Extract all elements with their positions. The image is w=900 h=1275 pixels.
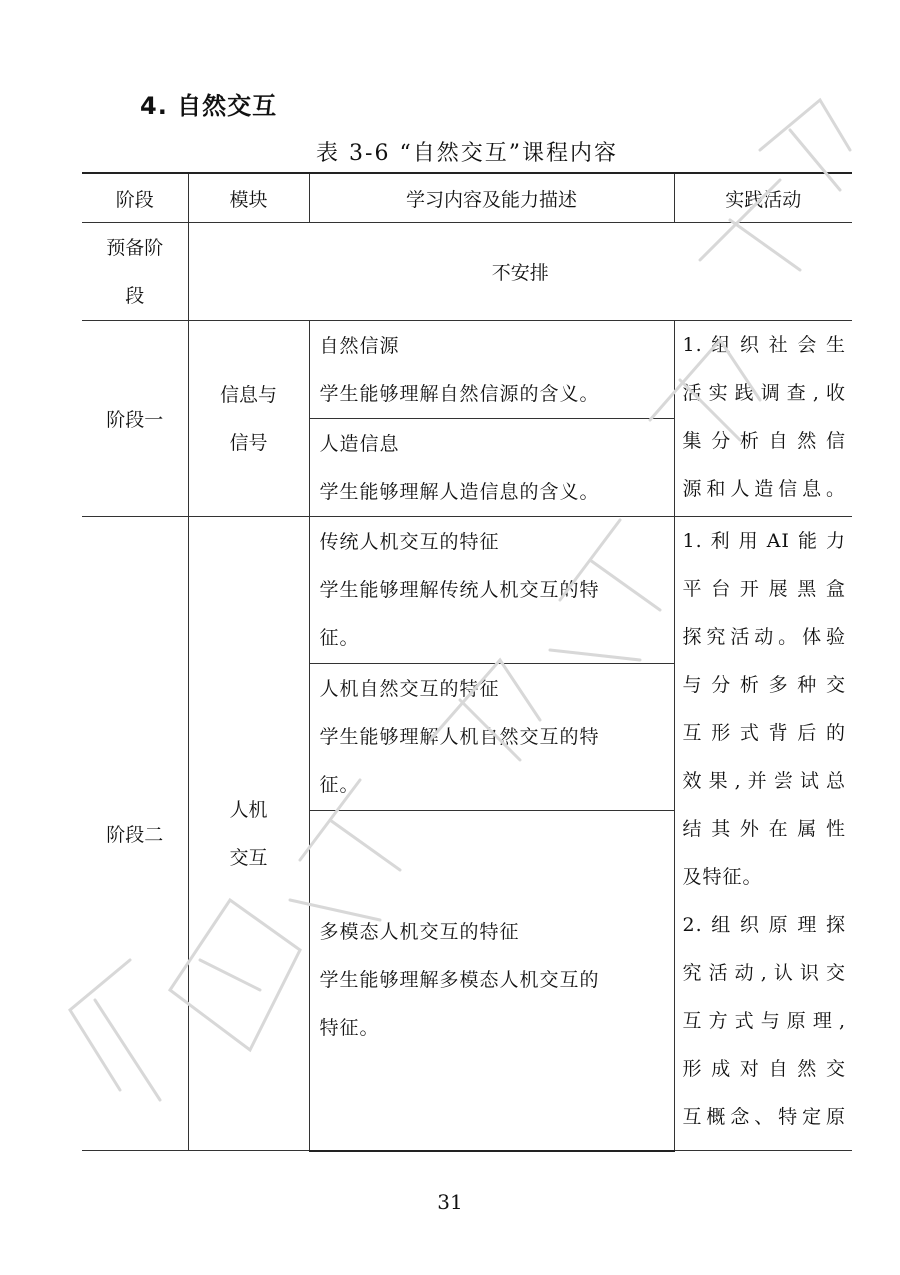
content-desc: 学生能够理解人造信息的含义。 xyxy=(319,480,600,503)
practice-line: 及特征。 xyxy=(682,866,763,888)
practice-line: 探究活动。体验 xyxy=(682,626,846,648)
content-desc: 学生能够理解传统人机交互的特 xyxy=(319,579,600,601)
content-desc: 学生能够理解自然信源的含义。 xyxy=(319,382,600,405)
stage2-row-a xyxy=(82,517,852,664)
practice-line: 究活动,认识交 xyxy=(682,962,846,984)
prep-row xyxy=(82,223,852,321)
practice-line: 互概念、特定原 xyxy=(682,1106,846,1128)
header-stage: 阶段 xyxy=(82,173,188,223)
content-title: 传统人机交互的特征 xyxy=(319,531,500,553)
stage2-stage: 阶段二 xyxy=(82,517,188,1151)
content-title: 人造信息 xyxy=(319,432,400,455)
stage1-practice xyxy=(674,321,852,517)
prep-stage-cell xyxy=(82,223,188,321)
content-title: 多模态人机交互的特征 xyxy=(319,921,520,944)
module-line: 人机 xyxy=(229,798,268,821)
practice-line: 源和人造信息。 xyxy=(682,478,846,500)
module-line: 信息与 xyxy=(219,383,277,406)
practice-line: 互形式背后的 xyxy=(682,722,846,744)
content-item xyxy=(309,664,674,811)
stage2-module xyxy=(188,517,309,1151)
header-practice: 实践活动 xyxy=(674,173,852,223)
header-module: 模块 xyxy=(188,173,309,223)
stage1-module xyxy=(188,321,309,517)
header-row xyxy=(82,173,852,223)
practice-line: 活实践调查,收 xyxy=(682,382,846,404)
practice-line: 2.组织原理探 xyxy=(682,914,846,936)
content-title: 自然信源 xyxy=(319,334,400,357)
practice-line: 互方式与原理, xyxy=(682,1010,846,1032)
practice-line: 1.组织社会生 xyxy=(682,334,846,356)
content-desc: 特征。 xyxy=(319,1017,380,1040)
page-number: 31 xyxy=(437,1190,463,1214)
content-item xyxy=(309,419,674,517)
practice-line: 效果,并尝试总 xyxy=(682,770,846,792)
table-caption: 表 3-6 “自然交互”课程内容 xyxy=(316,141,618,166)
content-desc: 学生能够理解多模态人机交互的 xyxy=(319,969,600,992)
stage1-row-a xyxy=(82,321,852,419)
content-item xyxy=(309,517,674,664)
practice-line: 形成对自然交 xyxy=(682,1058,846,1080)
prep-note: 不安排 xyxy=(188,223,852,321)
content-desc: 征。 xyxy=(319,627,360,649)
content-item xyxy=(309,321,674,419)
content-item xyxy=(309,811,674,1151)
prep-stage-line: 预备阶 xyxy=(106,236,164,259)
module-line: 交互 xyxy=(229,846,268,869)
practice-line: 1.利用AI能力 xyxy=(682,530,846,552)
content-desc: 学生能够理解人机自然交互的特 xyxy=(319,726,600,748)
practice-line: 平台开展黑盒 xyxy=(682,578,846,600)
stage1-stage: 阶段一 xyxy=(82,321,188,517)
course-table xyxy=(82,172,852,1152)
practice-line: 集分析自然信 xyxy=(682,430,846,452)
section-heading: 4. 自然交互 xyxy=(140,92,278,120)
content-desc: 征。 xyxy=(319,774,360,796)
practice-line: 结其外在属性 xyxy=(682,818,846,840)
stage2-practice xyxy=(674,517,852,1151)
prep-stage-line: 段 xyxy=(125,284,145,307)
content-title: 人机自然交互的特征 xyxy=(319,678,500,700)
module-line: 信号 xyxy=(229,431,268,454)
practice-line: 与分析多种交 xyxy=(682,674,846,696)
header-content: 学习内容及能力描述 xyxy=(309,173,674,223)
